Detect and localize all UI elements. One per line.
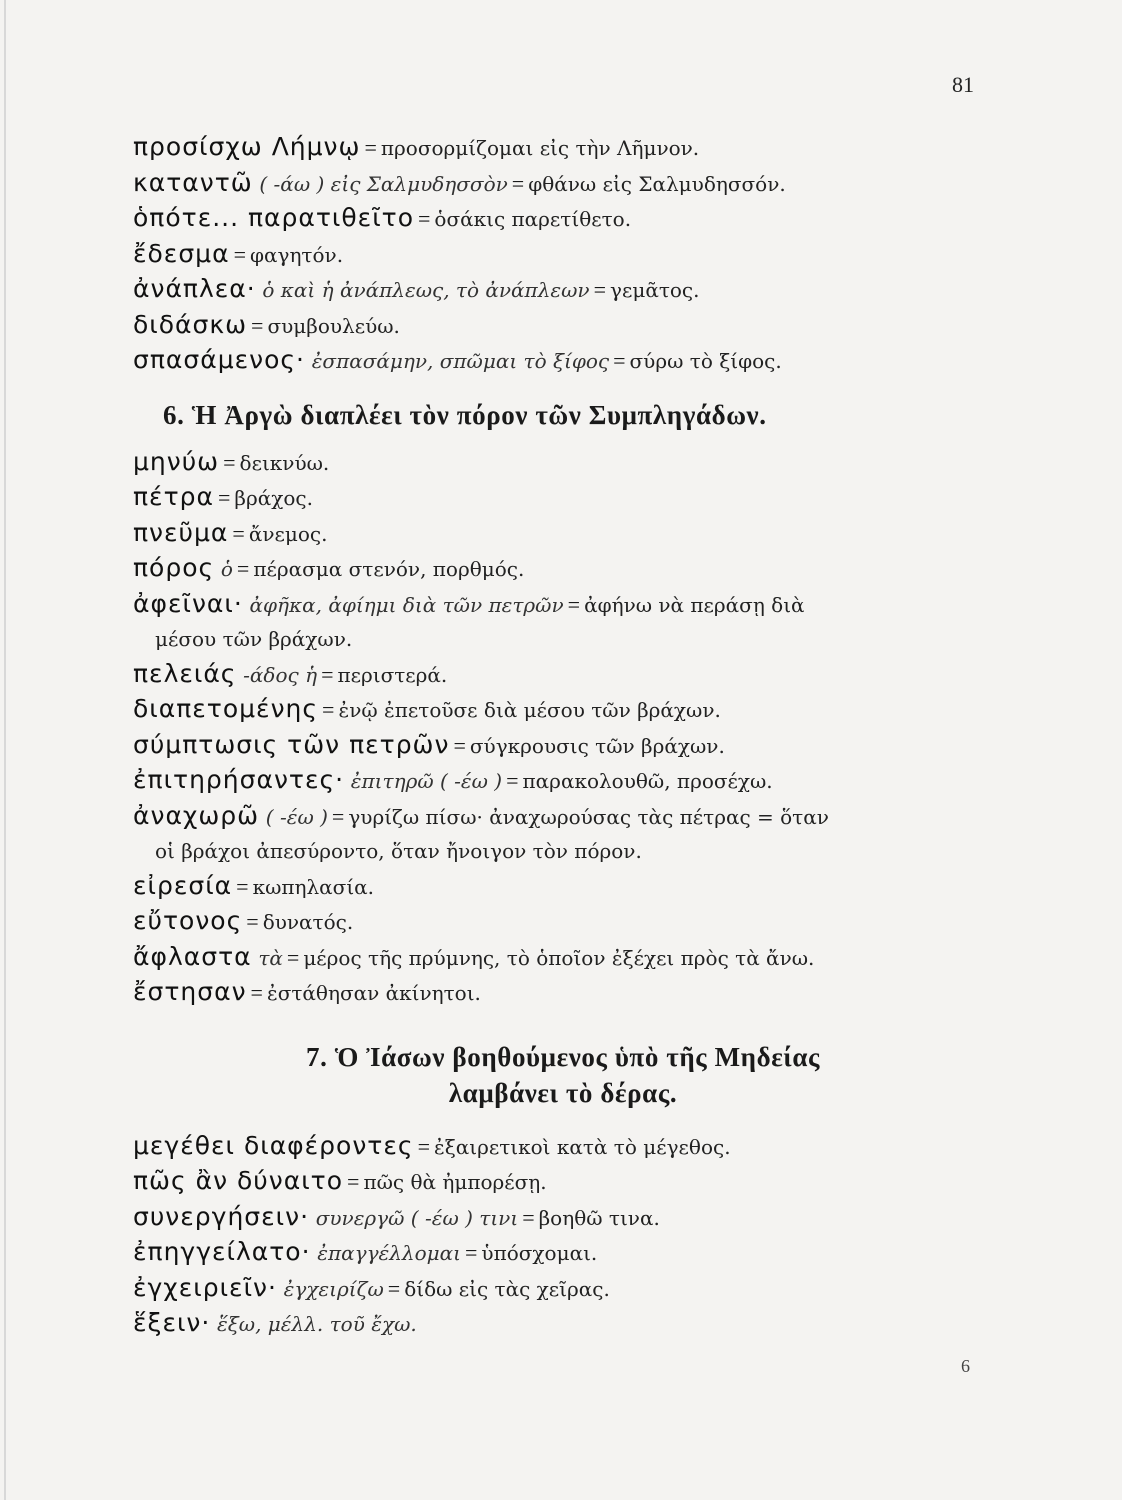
equals-sign: =: [232, 520, 245, 546]
equals-sign: =: [511, 170, 525, 196]
glossary-entry: [133, 587, 993, 657]
equals-sign: =: [453, 732, 466, 758]
entry-term: ἕξειν·: [133, 1308, 211, 1337]
gutter-line: [4, 0, 6, 1500]
entry-term: πόρος: [133, 553, 215, 582]
glossary-entry: [133, 551, 993, 587]
glossary-entry: [133, 1129, 993, 1165]
entry-definition: ἄνεμος.: [248, 521, 328, 546]
equals-sign: =: [506, 768, 519, 793]
entry-definition: παρακολουθῶ, προσέχω.: [522, 769, 773, 793]
equals-sign: =: [251, 312, 264, 338]
entry-term: σύμπτωσις τῶν πετρῶν: [133, 729, 450, 759]
entry-note: ὁ: [220, 557, 233, 581]
entry-term: προσίσχω Λήμνῳ: [133, 132, 361, 161]
glossary-entry: [133, 480, 993, 516]
entry-term: συνεργήσειν·: [133, 1201, 310, 1231]
entry-term: ἀφεῖναι·: [133, 588, 243, 618]
glossary-entry: [133, 904, 993, 940]
entry-definition: δίδω εἰς τὰς χεῖρας.: [404, 1276, 610, 1301]
entry-definition: φαγητόν.: [249, 242, 344, 267]
entry-note: ὁ καὶ ἡ ἀνάπλεως, τὸ ἀνάπλεων: [262, 278, 590, 302]
entry-term: πνεῦμα: [133, 517, 229, 547]
glossary-entry: [133, 799, 993, 869]
entry-term: μηνύω: [133, 446, 220, 476]
equals-sign: =: [250, 980, 263, 1005]
equals-sign: =: [322, 697, 335, 722]
entry-definition: δεικνύω.: [239, 450, 330, 475]
equals-sign: =: [567, 591, 581, 617]
entry-definition: πέρασμα στενόν, πορθμός.: [253, 557, 525, 581]
entry-definition: ἀφήνω νὰ περάσῃ διὰ: [584, 592, 805, 617]
entry-term: ἐπιτηρήσαντες·: [133, 765, 345, 794]
glossary-entry: [133, 975, 993, 1011]
entry-note: ἐπαγγέλλομαι: [317, 1241, 461, 1265]
entry-term: μεγέθει διαφέροντες: [133, 1130, 414, 1160]
entry-definition: σύρω τὸ ξίφος.: [629, 349, 782, 373]
entry-definition: δυνατός.: [262, 910, 354, 934]
glossary-entry: [133, 692, 993, 728]
glossary-entry: [133, 308, 993, 344]
glossary-entry: [133, 1200, 993, 1236]
equals-sign: =: [347, 1169, 360, 1194]
equals-sign: =: [364, 135, 377, 160]
equals-sign: =: [236, 873, 249, 899]
entry-definition: γυρίζω πίσω· ἀναχωρούσας τὰς πέτρας = ὅταν: [348, 804, 829, 829]
entry-term: πῶς ἂν δύναιτο: [133, 1166, 344, 1195]
entry-definition: γεμᾶτος.: [610, 278, 700, 302]
entry-definition: σύγκρουσις τῶν βράχων.: [469, 733, 725, 758]
glossary-entry: [133, 869, 993, 905]
entry-term: ἔστησαν: [133, 977, 247, 1006]
entry-term: σπασάμενος·: [133, 345, 305, 374]
glossary-entry: [133, 1164, 993, 1200]
glossary-entry: [133, 343, 993, 379]
heading-line: λαμβάνει τὸ δέρας.: [448, 1077, 678, 1108]
entry-term: πελειάς: [133, 658, 237, 688]
entry-definition: ἐστάθησαν ἀκίνητοι.: [266, 981, 481, 1005]
signature-mark: 6: [961, 1356, 970, 1376]
entry-note: ἕξω, μέλλ. τοῦ ἔχω.: [217, 1312, 417, 1336]
entry-term: ἐπηγγείλατο·: [133, 1237, 311, 1266]
entry-definition: περιστερά.: [337, 662, 448, 687]
equals-sign: =: [465, 1240, 478, 1265]
glossary-content: [133, 130, 993, 1342]
equals-sign: =: [593, 277, 606, 302]
entry-term: ἀνάπλεα·: [133, 274, 256, 303]
glossary-entry: [133, 166, 993, 202]
glossary-entry: [133, 237, 993, 273]
entry-term: ὁπότε... παρατιθεῖτο: [133, 203, 414, 232]
glossary-entry: [133, 1306, 993, 1342]
entry-term: εὔτονος: [133, 906, 243, 935]
equals-sign: =: [522, 1204, 535, 1230]
entry-note: ἐπιτηρῶ ( -έω ): [350, 769, 503, 793]
entry-note: ἀφῆκα, ἀφίημι διὰ τῶν πετρῶν: [249, 592, 564, 617]
entry-continuation: οἱ βράχοι ἀπεσύροντο, ὅταν ἤνοιγον τὸν πόρον.: [155, 839, 642, 863]
entry-note: -άδος ἡ: [243, 662, 318, 687]
glossary-entry: [133, 130, 993, 166]
entry-term: πέτρα: [133, 482, 214, 511]
entry-definition: ἐνῷ ἐπετοῦσε διὰ μέσου τῶν βράχων.: [338, 698, 721, 722]
glossary-entry: [133, 940, 993, 976]
entry-term: ἄφλαστα: [133, 941, 252, 971]
glossary-entry: [133, 445, 993, 481]
section-heading-7: [133, 1039, 993, 1111]
entry-definition: συμβουλεύω.: [267, 313, 400, 338]
entry-definition: ὑπόσχομαι.: [481, 1241, 598, 1265]
entry-definition: μέρος τῆς πρύμνης, τὸ ὁποῖον ἐξέχει πρὸς τὰ ἄνω.: [303, 945, 815, 970]
glossary-entry: [133, 1271, 993, 1307]
entry-continuation: μέσου τῶν βράχων.: [155, 627, 353, 651]
entry-definition: κωπηλασία.: [252, 874, 375, 899]
glossary-entry: [133, 516, 993, 552]
equals-sign: =: [246, 909, 259, 934]
section-heading-6: 6. Ἡ Ἀργὼ διαπλέει τὸν πόρον τῶν Συμπληγάδων.: [163, 399, 767, 430]
section-7: [133, 1129, 993, 1342]
entry-definition: βράχος.: [234, 486, 313, 510]
glossary-entry: [133, 201, 993, 237]
equals-sign: =: [613, 348, 626, 373]
entry-note: ( -έω ): [265, 804, 328, 829]
equals-sign: =: [331, 803, 345, 829]
entry-note: ( -άω ) εἰς Σαλμυδησσὸν: [259, 171, 508, 196]
equals-sign: =: [217, 485, 231, 510]
section-top: [133, 130, 993, 379]
equals-sign: =: [236, 556, 250, 581]
entry-note: ἐσπασάμην, σπῶμαι τὸ ξίφος: [311, 349, 610, 373]
entry-definition: ὁσάκις παρετίθετο.: [434, 207, 632, 231]
equals-sign: =: [321, 661, 334, 687]
entry-definition: πῶς θὰ ἠμπορέσῃ.: [363, 1170, 547, 1194]
glossary-entry: [133, 272, 993, 308]
entry-definition: ἐξαιρετικοὶ κατὰ τὸ μέγεθος.: [433, 1134, 731, 1159]
entry-definition: προσορμίζομαι εἰς τὴν Λῆμνον.: [380, 136, 700, 160]
glossary-entry: [133, 728, 993, 764]
entry-term: διδάσκω: [133, 309, 248, 339]
glossary-entry: [133, 763, 993, 799]
entry-definition: βοηθῶ τινα.: [538, 1205, 660, 1230]
entry-term: ἔδεσμα: [133, 238, 230, 268]
equals-sign: =: [233, 241, 246, 267]
entry-term: ἀναχωρῶ: [133, 800, 260, 830]
equals-sign: =: [417, 1133, 430, 1159]
equals-sign: =: [286, 944, 300, 970]
entry-term: διαπετομένης: [133, 694, 319, 723]
entry-term: εἰρεσία: [133, 870, 233, 900]
entry-definition: φθάνω εἰς Σαλμυδησσόν.: [528, 171, 786, 196]
glossary-entry: [133, 657, 993, 693]
section-6: [133, 445, 993, 1011]
equals-sign: =: [418, 206, 431, 231]
glossary-entry: [133, 1235, 993, 1271]
heading-line: 7. Ὁ Ἰάσων βοηθούμενος ὑπὸ τῆς Μηδείας: [305, 1041, 820, 1072]
equals-sign: =: [387, 1275, 401, 1301]
entry-note: τὰ: [258, 945, 283, 970]
entry-note: συνεργῶ ( -έω ) τινι: [315, 1205, 519, 1230]
entry-term: καταντῶ: [133, 167, 253, 197]
entry-note: ἐγχειρίζω: [283, 1276, 384, 1301]
entry-term: ἐγχειριεῖν·: [133, 1272, 277, 1302]
page-number: 81: [952, 72, 974, 97]
equals-sign: =: [223, 449, 236, 475]
